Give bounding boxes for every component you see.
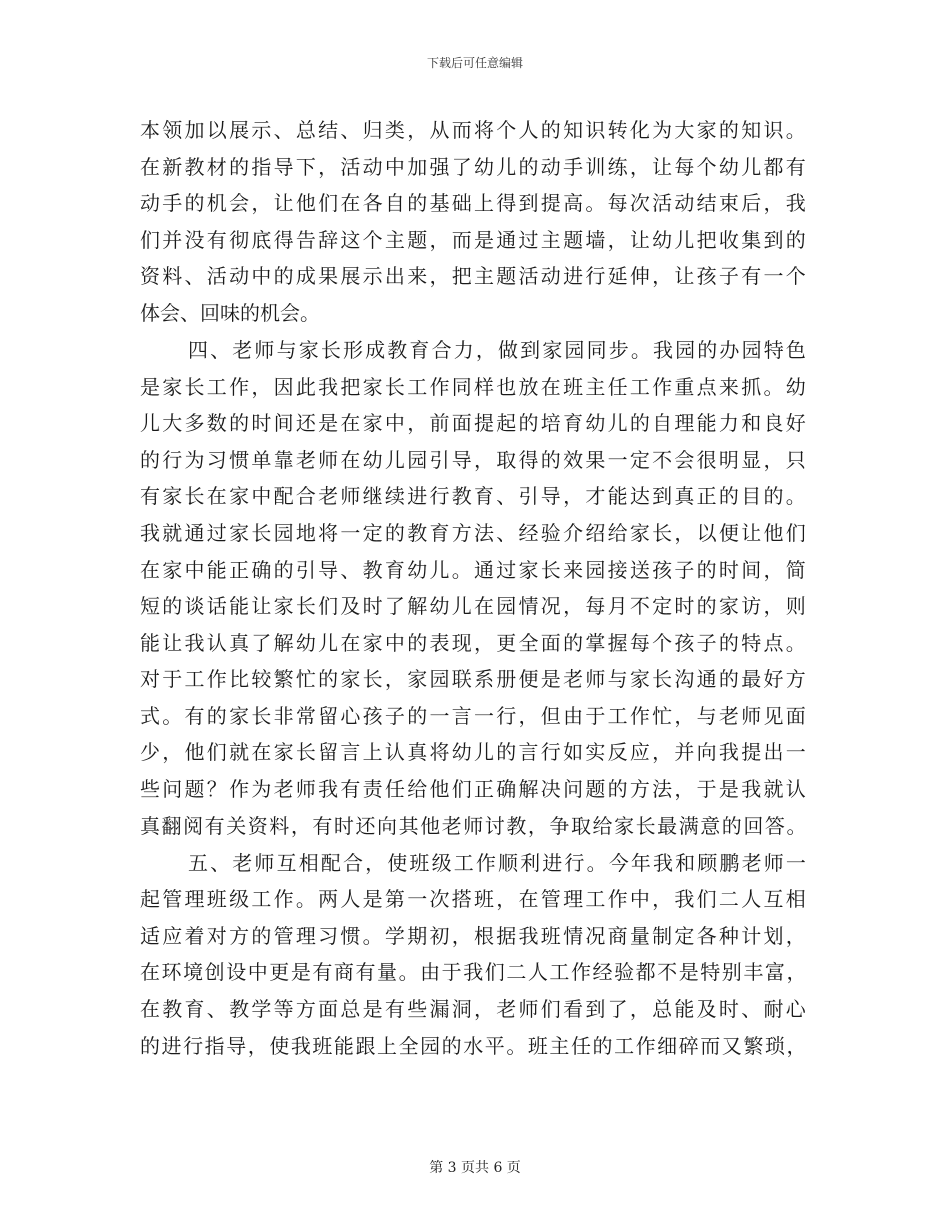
text-line: 适应着对方的管理习惯。学期初，根据我班情况商量制定各种计划，	[140, 924, 808, 948]
text-line: 对于工作比较繁忙的家长，家园联系册便是老师与家长沟通的最好方	[140, 667, 808, 691]
text-line: 我就通过家长园地将一定的教育方法、经验介绍给家长，以便让他们	[140, 521, 808, 545]
text-line: 在教育、教学等方面总是有些漏洞，老师们看到了，总能及时、耐心	[140, 997, 808, 1021]
text-line: 的进行指导，使我班能跟上全园的水平。班主任的工作细碎而又繁琐，	[140, 1034, 808, 1058]
text-line: 起管理班级工作。两人是第一次搭班，在管理工作中，我们二人互相	[140, 887, 808, 911]
text-line: 的行为习惯单靠老师在幼儿园引导，取得的效果一定不会很明显，只	[140, 448, 808, 472]
text-line: 在环境创设中更是有商有量。由于我们二人工作经验都不是特别丰富，	[140, 960, 808, 984]
text-line: 在家中能正确的引导、教育幼儿。通过家长来园接送孩子的时间，简	[140, 558, 808, 582]
text-line: 儿大多数的时间还是在家中，前面提起的培育幼儿的自理能力和良好	[140, 411, 808, 435]
text-line: 动手的机会，让他们在各自的基础上得到提高。每次活动结束后，我	[140, 191, 808, 215]
text-line: 四、老师与家长形成教育合力，做到家园同步。我园的办园特色	[188, 338, 808, 362]
text-line: 五、老师互相配合，使班级工作顺利进行。今年我和顾鹏老师一	[188, 851, 808, 875]
text-line: 们并没有彻底得告辞这个主题，而是通过主题墙，让幼儿把收集到的	[140, 228, 808, 252]
text-line: 少，他们就在家长留言上认真将幼儿的言行如实反应，并向我提出一	[140, 740, 808, 764]
text-line: 有家长在家中配合老师继续进行教育、引导，才能达到真正的目的。	[140, 484, 808, 508]
text-line: 式。有的家长非常留心孩子的一言一行，但由于工作忙，与老师见面	[140, 704, 808, 728]
page-header: 下载后可任意编辑	[426, 56, 523, 70]
text-line: 资料、活动中的成果展示出来，把主题活动进行延伸，让孩子有一个	[140, 264, 808, 288]
text-line: 是家长工作，因此我把家长工作同样也放在班主任工作重点来抓。幼	[140, 375, 808, 399]
text-line: 些问题？作为老师我有责任给他们正确解决问题的方法，于是我就认	[140, 777, 808, 801]
text-line: 能让我认真了解幼儿在家中的表现，更全面的掌握每个孩子的特点。	[140, 631, 808, 655]
text-line: 体会、回味的机会。	[140, 301, 320, 325]
text-line: 本领加以展示、总结、归类，从而将个人的知识转化为大家的知识。	[140, 118, 808, 142]
text-line: 真翻阅有关资料，有时还向其他老师讨教，争取给家长最满意的回答。	[140, 814, 808, 838]
text-line: 短的谈话能让家长们及时了解幼儿在园情况，每月不定时的家访，则	[140, 594, 808, 618]
page-footer: 第 3 页共 6 页	[429, 1160, 521, 1176]
text-line: 在新教材的指导下，活动中加强了幼儿的动手训练，让每个幼儿都有	[140, 155, 808, 179]
